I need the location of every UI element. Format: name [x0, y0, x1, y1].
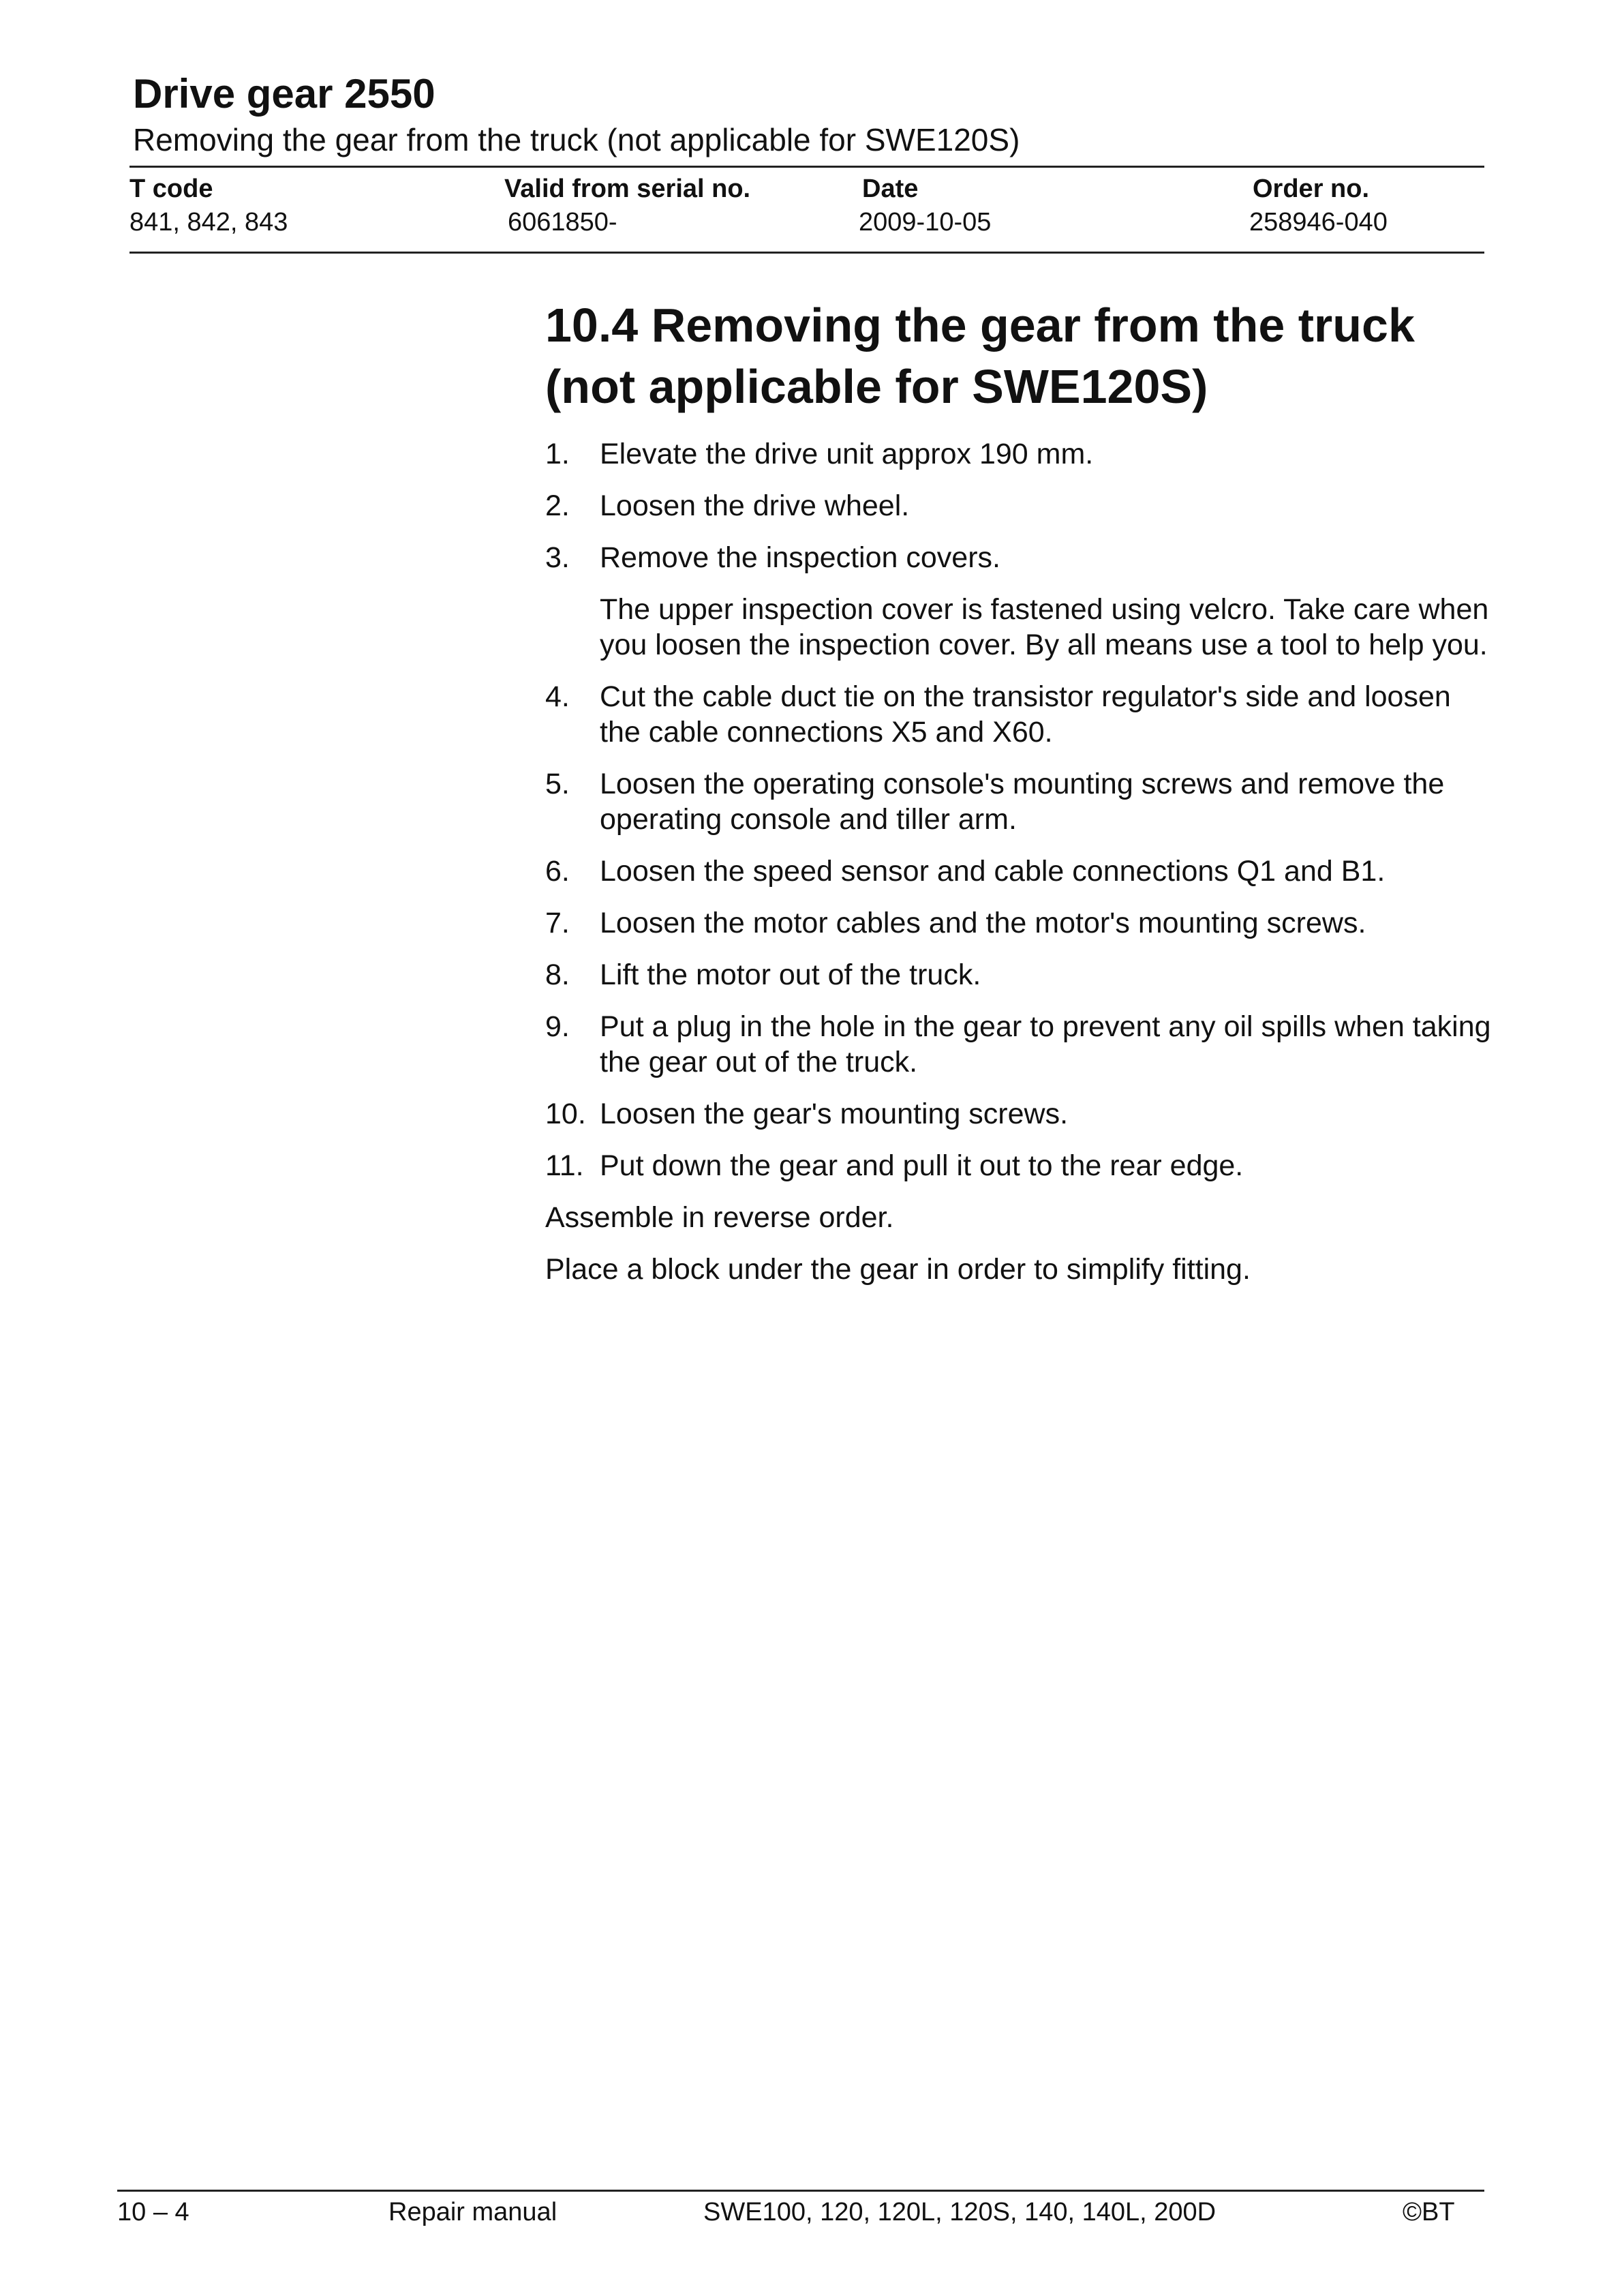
- step-text: Loosen the motor cables and the motor's mounting screws.: [600, 907, 1366, 939]
- step-number: 8.: [545, 958, 570, 991]
- step-number: 6.: [545, 855, 570, 888]
- instruction-list: [545, 436, 1499, 1303]
- header-top-rule: [129, 166, 1484, 168]
- step-number: 11.: [545, 1149, 584, 1182]
- step-number: 5.: [545, 768, 570, 800]
- document-subtitle: Removing the gear from the truck (not applicable for SWE120S): [133, 122, 1020, 157]
- step-text: Put a plug in the hole in the gear to prevent any oil spills when taking the gear out of the truck.: [600, 1010, 1491, 1078]
- step-number: 3.: [545, 541, 570, 574]
- list-item: [545, 957, 1499, 993]
- list-item: [545, 1096, 1499, 1132]
- tcode-value: 841, 842, 843: [129, 208, 288, 237]
- list-item: [545, 436, 1499, 472]
- step-text: Loosen the gear's mounting screws.: [600, 1098, 1069, 1130]
- step-text: Remove the inspection covers.: [600, 541, 1000, 574]
- step-text: Elevate the drive unit approx 190 mm.: [600, 438, 1094, 470]
- list-item: [545, 1009, 1499, 1080]
- serial-value: 6061850-: [508, 208, 617, 237]
- step-number: 4.: [545, 680, 570, 713]
- list-item: [545, 854, 1499, 889]
- footer-copyright: ©BT: [1403, 2198, 1455, 2226]
- step-number: 1.: [545, 438, 570, 470]
- list-item: [545, 905, 1499, 941]
- date-value: 2009-10-05: [859, 208, 992, 237]
- footer-rule: [117, 2190, 1484, 2192]
- step-text: Loosen the drive wheel.: [600, 489, 910, 522]
- closing-paragraph: Place a block under the gear in order to simplify fitting.: [545, 1253, 1251, 1286]
- step-number: 9.: [545, 1010, 570, 1043]
- list-item: [545, 540, 1499, 663]
- step-text: Lift the motor out of the truck.: [600, 958, 981, 991]
- list-item: [545, 766, 1499, 837]
- section-heading: 10.4 Removing the gear from the truck (not applicable for SWE120S): [545, 299, 1415, 413]
- order-value: 258946-040: [1249, 208, 1388, 237]
- list-item: [545, 488, 1499, 524]
- step-text: Loosen the speed sensor and cable connections Q1 and B1.: [600, 855, 1386, 888]
- step-text: Loosen the operating console's mounting screws and remove the operating console and tiller arm.: [600, 768, 1445, 836]
- date-label: Date: [862, 175, 919, 203]
- step-text: Put down the gear and pull it out to the rear edge.: [600, 1149, 1244, 1182]
- step-number: 7.: [545, 907, 570, 939]
- page-number: 10 – 4: [117, 2198, 189, 2226]
- step-number: 2.: [545, 489, 570, 522]
- order-label: Order no.: [1253, 175, 1370, 203]
- footer-doc-type: Repair manual: [388, 2198, 557, 2226]
- list-item: [545, 1148, 1499, 1183]
- serial-label: Valid from serial no.: [504, 175, 751, 203]
- step-text: Cut the cable duct tie on the transistor regulator's side and loosen the cable connections X5 and X60.: [600, 680, 1451, 749]
- step-note: The upper inspection cover is fastened using velcro. Take care when you loosen the inspection cover. By all means use a tool to help you.: [600, 593, 1489, 661]
- step-number: 10.: [545, 1098, 586, 1130]
- tcode-label: T code: [129, 175, 213, 203]
- footer-models: SWE100, 120, 120L, 120S, 140, 140L, 200D: [703, 2198, 1216, 2226]
- header-bottom-rule: [129, 252, 1484, 254]
- document-title: Drive gear 2550: [133, 71, 435, 117]
- closing-paragraph: Assemble in reverse order.: [545, 1201, 894, 1234]
- list-item: [545, 679, 1499, 750]
